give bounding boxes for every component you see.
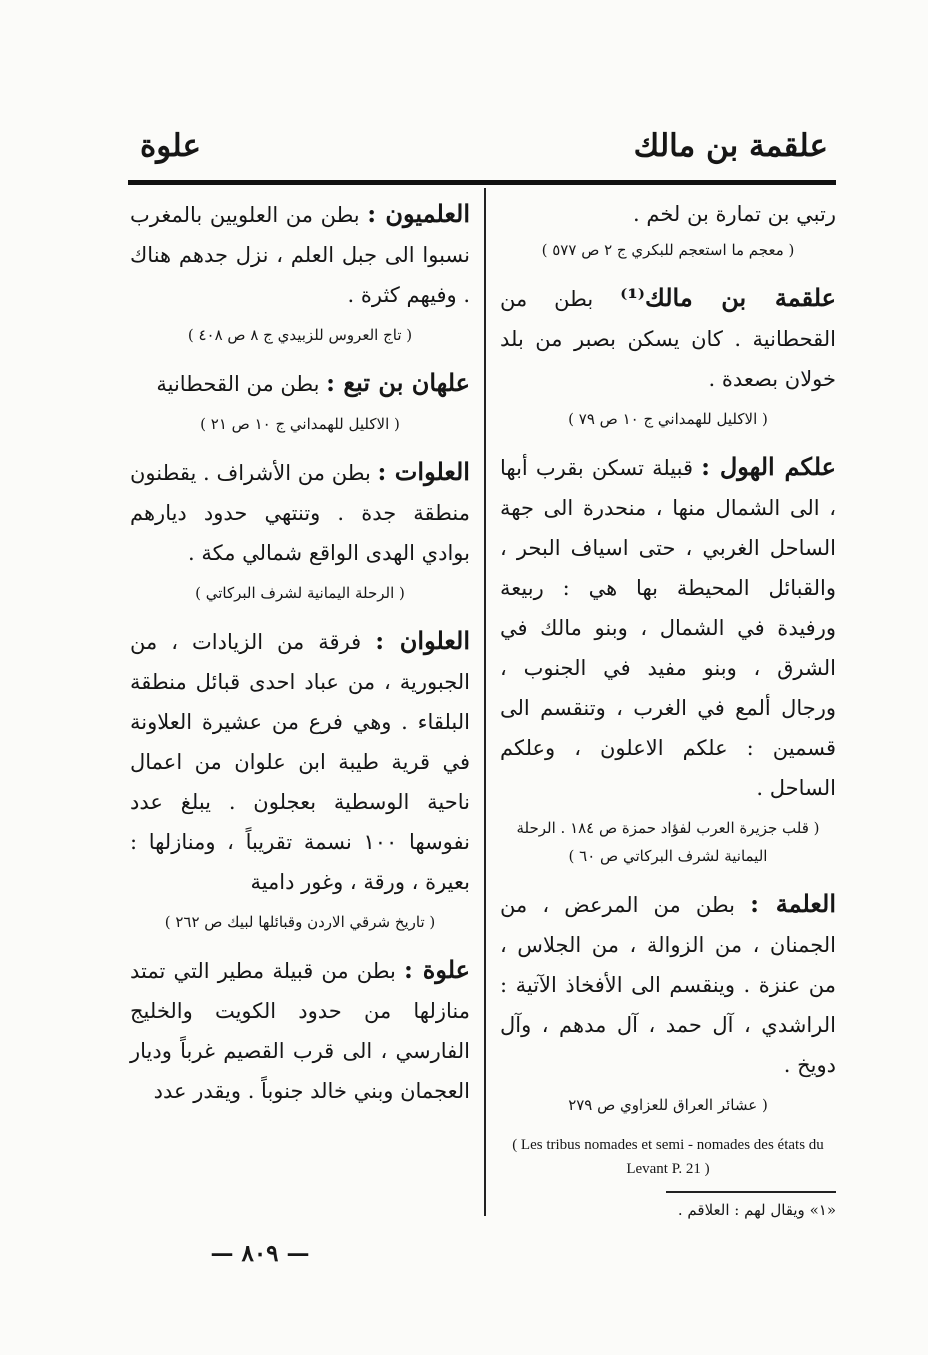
entry-text: بطن من قبيلة مطير التي تمتد منازلها من حدود الكويت والخليج الفارسي ، الى قرب القصيم غرباً وديار العجمان وبني خالد جنوباً . ويقدر عدد (130, 959, 470, 1103)
entry-text: قبيلة تسكن بقرب أبها ، الى الشمال منها ، منحدرة الى جهة الساحل الغربي ، حتى اسياف البحر ، والقبائل المحيطة بها هي : ربيعة ورفيدة في الشمال ، وبنو مالك في الشرق ، وبنو مفيد في الجنوب ، ورجال ألمع في الغرب ، وتنقسم الى قسمين : علكم الاعلون ، وعلكم الساحل . (500, 456, 836, 800)
source-citation: ( عشائر العراق للعزاوي ص ٢٧٩ (568, 1096, 768, 1114)
column-divider (484, 188, 486, 1216)
page-header (130, 118, 828, 178)
running-head-left: علوة (140, 128, 202, 164)
entry-heading: علهان بن تبع : (326, 368, 470, 397)
right-column (500, 194, 836, 1221)
header-rule (128, 180, 836, 185)
page-number: — ٨٠٩ — (210, 1240, 310, 1267)
entry-heading: العلميون : (367, 199, 470, 228)
entry-heading: علوة : (404, 955, 470, 984)
entry-heading: علقمة بن مالك⁽¹⁾ (620, 283, 836, 312)
source-citation: ( قلب جزيرة العرب لفؤاد حمزة ص ١٨٤ . الرحلة اليمانية لشرف البركاتي ص ٦٠ ) (516, 819, 820, 865)
entry-heading: العلوان : (375, 626, 470, 655)
source-citation: ( الاكليل للهمداني ج ١٠ ص ٧٩ ) (568, 410, 768, 428)
entry-paragraph (130, 363, 470, 404)
entry-paragraph (130, 950, 470, 1111)
entry-paragraph (130, 194, 470, 315)
entry-text: بطن من العلويين بالمغرب نسبوا الى جبل العلم ، نزل جدهم هناك . وفيهم كثرة . (130, 203, 470, 307)
source-citation: ( تاج العروس للزبيدي ج ٨ ص ٤٠٨ ) (187, 326, 413, 344)
source-citation: ( معجم ما استعجم للبكري ج ٢ ص ٥٧٧ ) (541, 241, 795, 259)
entry-paragraph (130, 621, 470, 902)
entry-text: بطن من القحطانية (156, 372, 320, 396)
entry-text: بطن من الأشراف . يقطنون منطقة جدة . وتنتهي حدود ديارهم بوادي الهدى الواقع شمالي مكة . (130, 461, 470, 565)
body-text: رتبي بن تمارة بن لخم . (633, 202, 836, 226)
source-citation: ( تاريخ شرقي الاردن وقبائلها لبيك ص ٢٦٢ ) (164, 913, 436, 931)
left-column (130, 194, 470, 1117)
entry-text: فرقة من الزيادات ، من الجبورية ، من عباد احدى قبائل منطقة البلقاء . وهي فرع من عشيرة العلاونة في قرية طيبة ابن علوان من اعمال ناحية الوسطية بعجلون . يبلغ عدد نفوسها ١٠٠ نسمة تقريباً ، ومنازلها : بعيرة ، ورقة ، وغور دامية (130, 630, 470, 894)
entry-heading: العلوات : (377, 457, 470, 486)
source-citation: ( الاكليل للهمداني ج ١٠ ص ٢١ ) (200, 415, 400, 433)
entry-paragraph (500, 884, 836, 1085)
entry-text: بطن من القحطانية . كان يسكن بصبر من بلد خولان بصعدة . (500, 287, 836, 391)
entry-text: بطن من المرعض ، من الجمنان ، من الزوالة ، من الجلاس ، من عنزة . وينقسم الى الأفخاذ الآتية : الراشدي ، آل حمد ، آل مدهم ، وآل دويخ . (500, 893, 836, 1077)
footnote-rule (666, 1191, 836, 1193)
entry-paragraph (500, 278, 836, 399)
entry-paragraph (130, 452, 470, 573)
entry-heading: العلمة : (750, 889, 836, 918)
entry-heading: علكم الهول : (701, 452, 836, 481)
latin-citation: ( Les tribus nomades et semi - nomades des états du Levant P. 21 ) (512, 1137, 824, 1177)
footnote: «١» ويقال لهم : العلاقم . (677, 1201, 836, 1219)
entry-paragraph (500, 447, 836, 808)
running-head-right: علقمة بن مالك (633, 128, 828, 164)
source-citation: ( الرحلة اليمانية لشرف البركاتي ) (195, 584, 405, 602)
